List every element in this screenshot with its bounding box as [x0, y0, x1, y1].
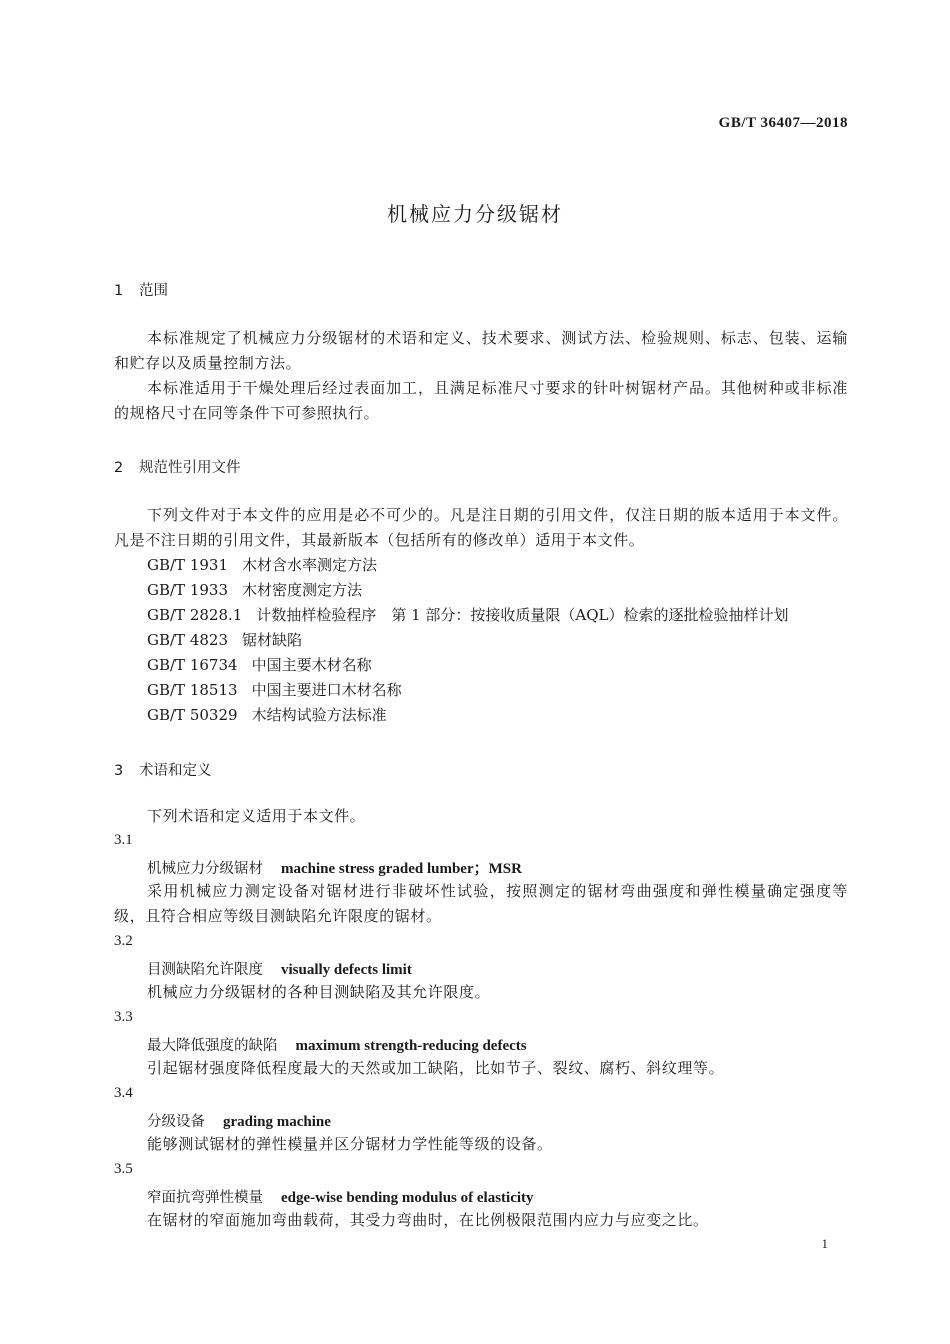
- term-number: 3.1: [114, 832, 133, 848]
- section-number: 1: [114, 283, 124, 299]
- reference-code: GB/T 1931: [147, 556, 229, 574]
- paragraph: 本标准适用于干燥处理后经过表面加工，且满足标准尺寸要求的针叶树锯材产品。其他树种或非标准的规格尺寸在同等条件下可参照执行。: [114, 379, 848, 422]
- page-number: 1: [821, 1236, 828, 1251]
- term-number: 3.4: [114, 1085, 133, 1101]
- term-zh: 机械应力分级锯材: [147, 861, 263, 877]
- reference-item: [147, 628, 302, 653]
- reference-code: GB/T 50329: [147, 706, 238, 724]
- reference-item: [147, 678, 402, 703]
- term-name: [147, 958, 412, 979]
- reference-title: 木材密度测定方法: [242, 581, 363, 599]
- term-en: visually defects limit: [281, 962, 412, 978]
- reference-title: 计数抽样检验程序 第 1 部分：按接收质量限（AQL）检索的逐批检验抽样计划: [256, 606, 789, 624]
- term-definition: 能够测试锯材的弹性模量并区分锯材力学性能等级的设备。: [147, 1135, 553, 1153]
- term-zh: 最大降低强度的缺陷: [147, 1038, 278, 1054]
- section-1-heading: [114, 279, 168, 300]
- term-number: 3.3: [114, 1009, 133, 1025]
- section-title: 规范性引用文件: [139, 460, 241, 476]
- term-name: [147, 857, 522, 878]
- term-en: grading machine: [223, 1114, 331, 1130]
- term-definition: 机械应力分级锯材的各种目测缺陷及其允许限度。: [147, 983, 491, 1001]
- term-zh: 目测缺陷允许限度: [147, 962, 263, 978]
- term-definition: 采用机械应力测定设备对锯材进行非破坏性试验，按照测定的锯材弯曲强度和弹性模量确定强度等级，且符合相应等级目测缺陷允许限度的锯材。: [114, 882, 848, 925]
- term-zh: 窄面抗弯弹性模量: [147, 1190, 263, 1206]
- section-title: 术语和定义: [139, 763, 212, 779]
- reference-code: GB/T 1933: [147, 581, 229, 599]
- reference-title: 中国主要木材名称: [251, 656, 372, 674]
- reference-code: GB/T 18513: [147, 681, 238, 699]
- section-number: 2: [114, 460, 124, 476]
- term-en: edge-wise bending modulus of elasticity: [281, 1190, 534, 1206]
- term-en: machine stress graded lumber；MSR: [281, 861, 522, 877]
- section-number: 3: [114, 763, 124, 779]
- section-3-heading: [114, 759, 212, 780]
- term-number: 3.2: [114, 933, 133, 949]
- paragraph: 下列文件对于本文件的应用是必不可少的。凡是注日期的引用文件，仅注日期的版本适用于本文件。凡是不注日期的引用文件，其最新版本（包括所有的修改单）适用于本文件。: [114, 506, 848, 549]
- reference-item: [147, 703, 387, 728]
- paragraph: 本标准规定了机械应力分级锯材的术语和定义、技术要求、测试方法、检验规则、标志、包装、运输和贮存以及质量控制方法。: [114, 329, 848, 372]
- reference-item: [147, 578, 362, 603]
- reference-item: [147, 603, 789, 628]
- paragraph: 下列术语和定义适用于本文件。: [147, 807, 366, 825]
- reference-code: GB/T 4823: [147, 631, 229, 649]
- reference-item: [147, 653, 372, 678]
- term-name: [147, 1186, 534, 1207]
- term-name: [147, 1034, 527, 1055]
- term-en: maximum strength-reducing defects: [295, 1038, 527, 1054]
- reference-title: 木结构试验方法标准: [251, 706, 387, 724]
- term-definition: 在锯材的窄面施加弯曲载荷，其受力弯曲时，在比例极限范围内应力与应变之比。: [147, 1211, 709, 1229]
- reference-title: 木材含水率测定方法: [242, 556, 378, 574]
- section-title: 范围: [139, 283, 168, 299]
- term-definition: 引起锯材强度降低程度最大的天然或加工缺陷，比如节子、裂纹、腐朽、斜纹理等。: [147, 1059, 725, 1077]
- reference-title: 锯材缺陷: [242, 631, 303, 649]
- reference-item: [147, 553, 377, 578]
- reference-title: 中国主要进口木材名称: [251, 681, 402, 699]
- section-2-heading: [114, 456, 241, 477]
- term-name: [147, 1110, 331, 1131]
- standard-code: GB/T 36407—2018: [718, 115, 848, 131]
- reference-code: GB/T 16734: [147, 656, 238, 674]
- term-zh: 分级设备: [147, 1114, 205, 1130]
- reference-code: GB/T 2828.1: [147, 606, 243, 624]
- term-number: 3.5: [114, 1161, 133, 1177]
- page-title: 机械应力分级锯材: [387, 202, 563, 226]
